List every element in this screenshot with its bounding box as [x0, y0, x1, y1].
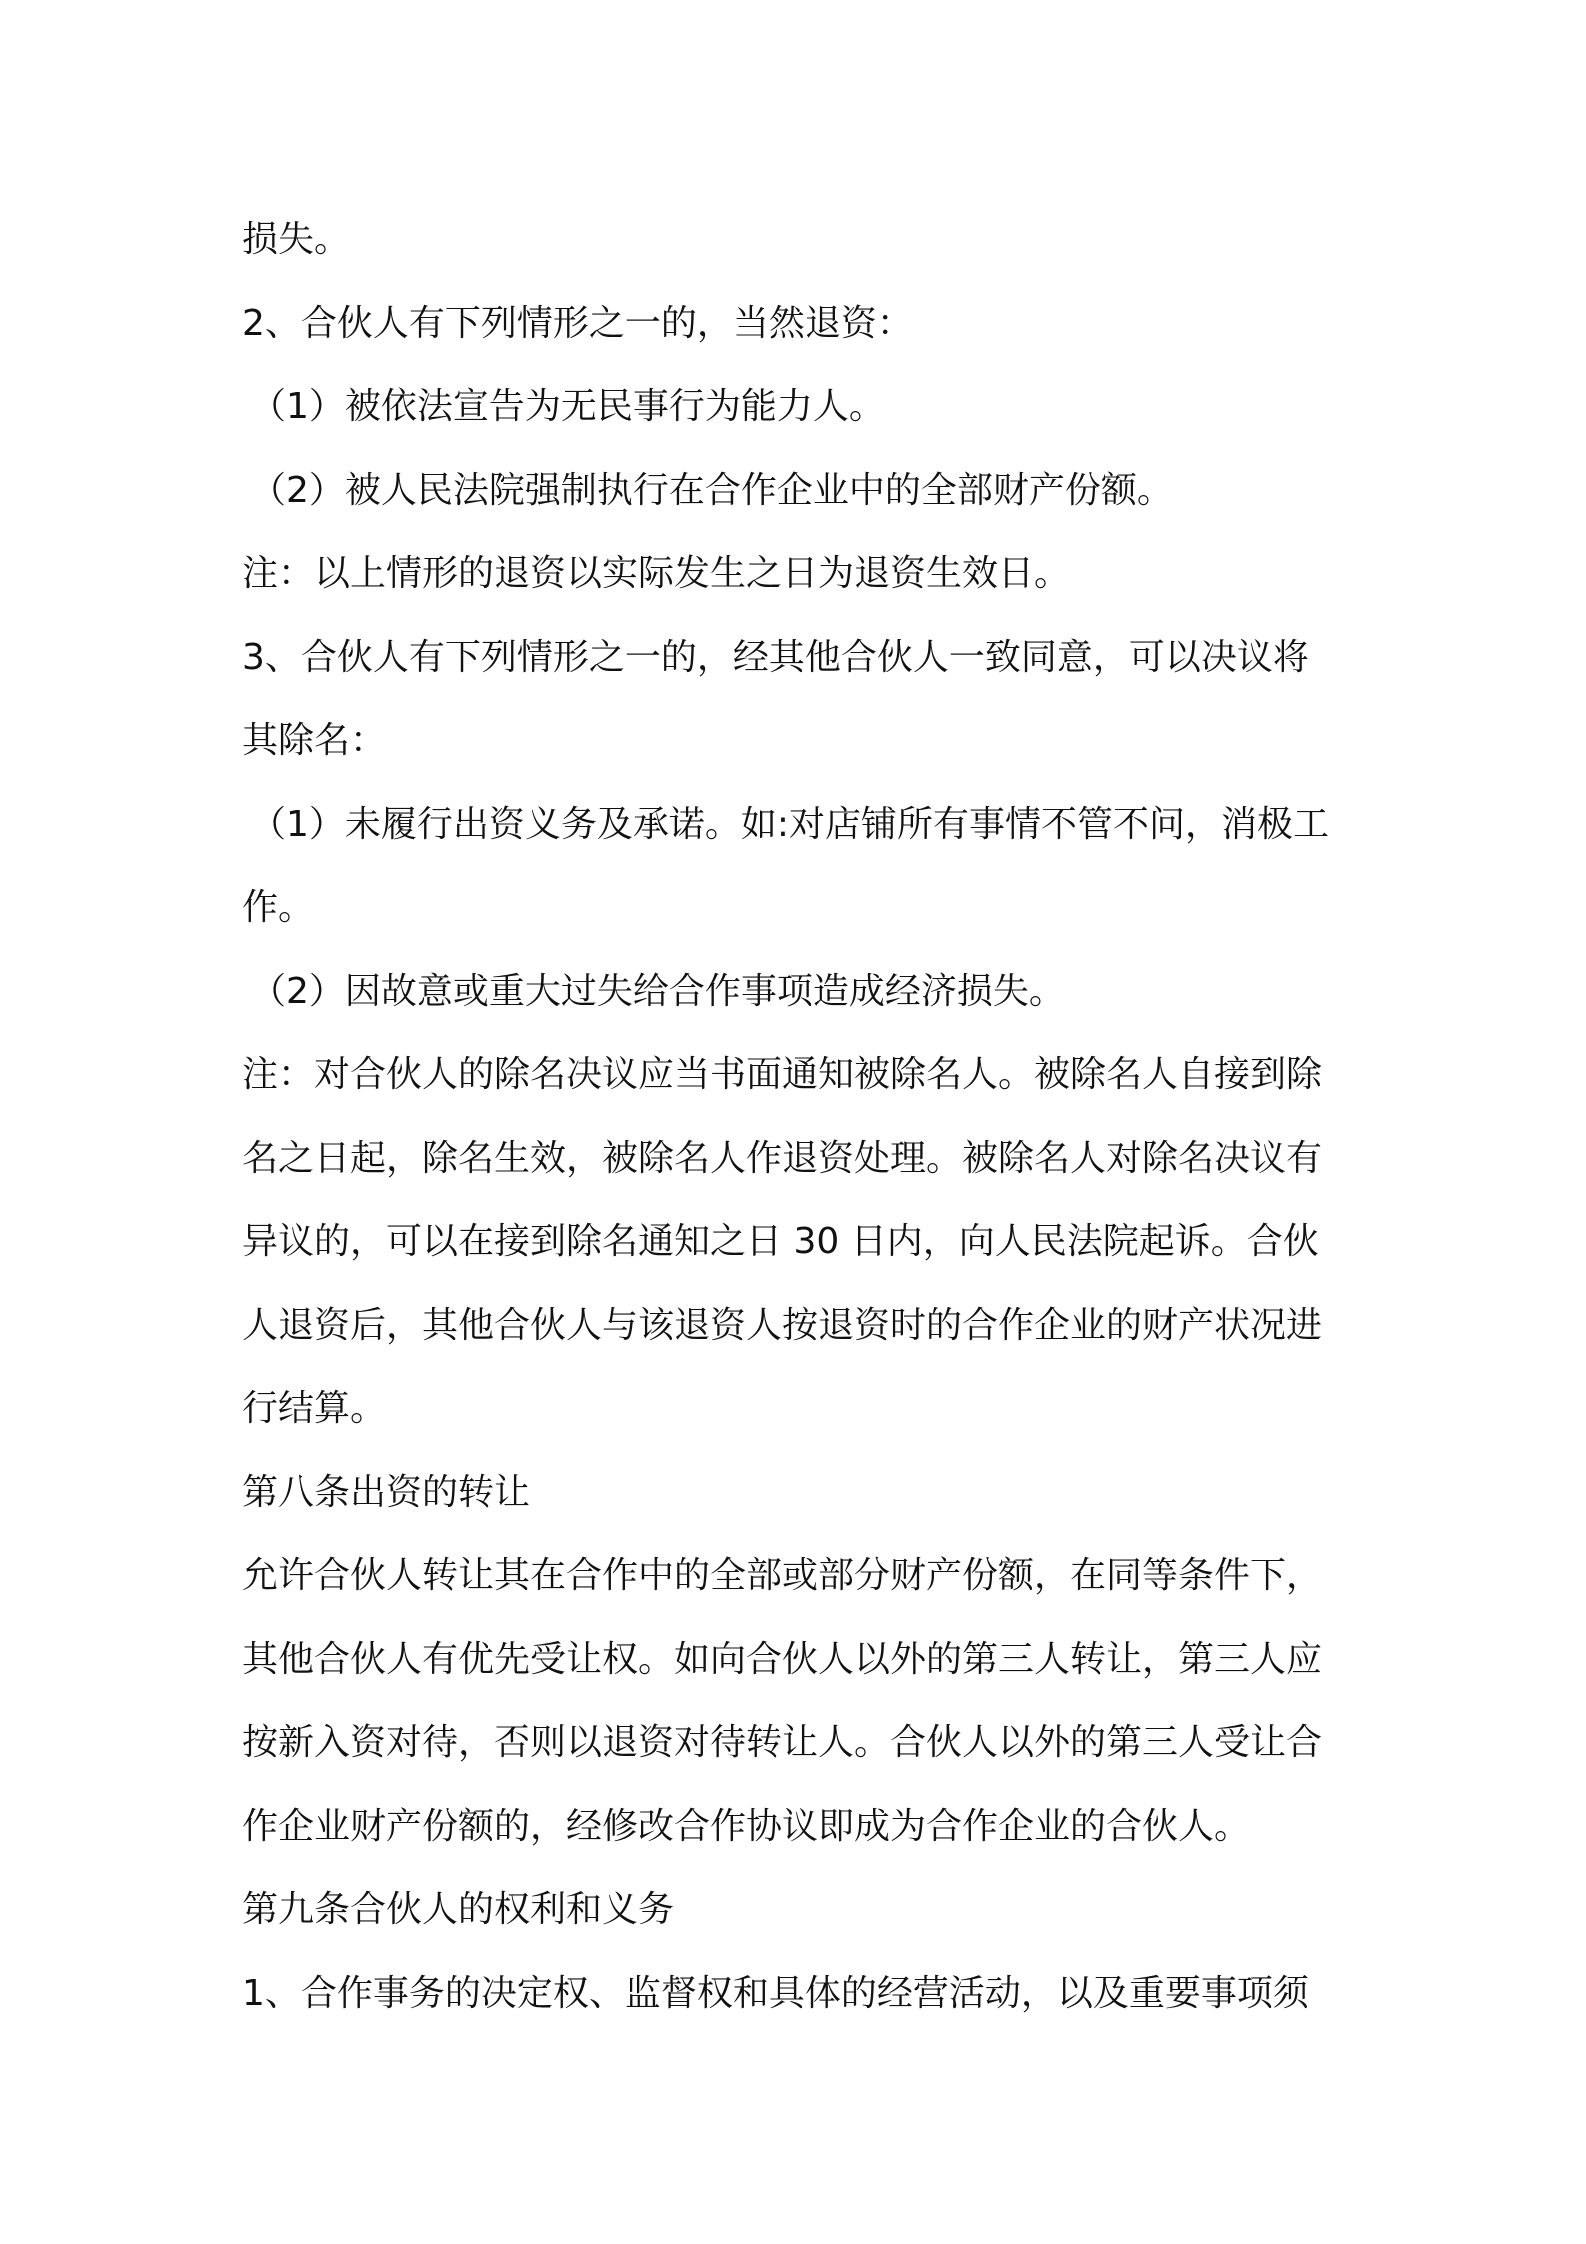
text-line: 注：以上情形的退资以实际发生之日为退资生效日。	[242, 553, 1071, 594]
text-line: 2、合伙人有下列情形之一的，当然退资：	[242, 302, 913, 344]
text-line: 其他合伙人有优先受让权。如向合伙人以外的第三人转让，第三人应	[242, 1638, 1323, 1680]
text-line: 按新入资对待，否则以退资对待转让人。合伙人以外的第三人受让合	[242, 1722, 1323, 1763]
text-line: （1）被依法宣告为无民事行为能力人。	[250, 386, 885, 427]
text-line: （1）未履行出资义务及承诺。如:对店铺所有事情不管不问，消极工	[250, 803, 1330, 845]
text-line: 注：对合伙人的除名决议应当书面通知被除名人。被除名人自接到除	[242, 1054, 1323, 1095]
text-line: 异议的，可以在接到除名通知之日 30 日内，向人民法院起诉。合伙	[242, 1221, 1319, 1262]
text-line: 人退资后，其他合伙人与该退资人按退资时的合作企业的财产状况进	[242, 1304, 1323, 1346]
text-line: 3、合伙人有下列情形之一的，经其他合伙人一致同意，可以决议将	[242, 636, 1309, 678]
section-heading: 第八条出资的转让	[242, 1471, 531, 1513]
text-line: 作。	[242, 887, 315, 928]
text-line: （2）因故意或重大过失给合作事项造成经济损失。	[250, 970, 1065, 1012]
text-line: 行结算。	[242, 1388, 387, 1429]
section-heading: 第九条合伙人的权利和义务	[242, 1889, 675, 1930]
text-line: 损失。	[242, 219, 351, 260]
text-line: 1、合作事务的决定权、监督权和具体的经营活动，以及重要事项须	[242, 1972, 1309, 2014]
text-line: 名之日起，除名生效，被除名人作退资处理。被除名人对除名决议有	[242, 1137, 1323, 1179]
text-line: （2）被人民法院强制执行在合作企业中的全部财产份额。	[250, 469, 1173, 511]
text-line: 其除名：	[242, 720, 387, 761]
text-line: 作企业财产份额的，经修改合作协议即成为合作企业的合伙人。	[242, 1805, 1251, 1847]
text-line: 允许合伙人转让其在合作中的全部或部分财产份额，在同等条件下，	[242, 1555, 1323, 1596]
document-body	[242, 198, 1362, 2035]
